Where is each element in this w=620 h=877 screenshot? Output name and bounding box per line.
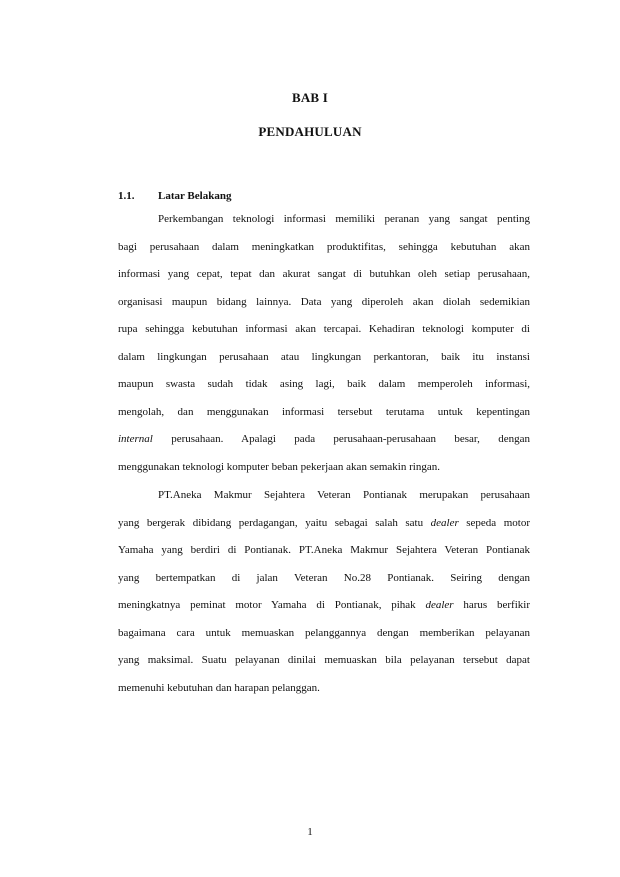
p1-line: internal perusahaan. Apalagi pada perusahaan-perusahaan besar, dengan — [118, 433, 530, 445]
p2-line: bagaimana cara untuk memuaskan pelanggannya dengan memberikan pelayanan — [118, 626, 530, 639]
p1-line: maupun swasta sudah tidak asing lagi, baik dalam memperoleh informasi, — [118, 378, 530, 390]
paragraph-2 — [118, 482, 530, 702]
section-title: Latar Belakang — [158, 190, 232, 202]
p1-line: informasi yang cepat, tepat dan akurat sangat di butuhkan oleh setiap perusahaan, — [118, 268, 530, 280]
italic-term: dealer — [425, 599, 454, 611]
chapter-label: BAB I — [291, 90, 329, 105]
p2-line: meningkatnya peminat motor Yamaha di Pontianak, pihak dealer harus berfikir — [118, 599, 530, 611]
section-number: 1.1. — [118, 190, 135, 202]
italic-term: dealer — [430, 516, 459, 529]
p2-line: yang maksimal. Suatu pelayanan dinilai memuaskan bila pelayanan tersebut dapat — [118, 654, 530, 666]
p1-line: Perkembangan teknologi informasi memiliki peranan yang sangat penting — [158, 213, 530, 225]
p1-line: bagi perusahaan dalam meningkatkan produktifitas, sehingga kebutuhan akan — [118, 240, 530, 253]
italic-term: internal — [118, 433, 153, 445]
p1-line: rupa sehingga kebutuhan informasi akan tercapai. Kehadiran teknologi komputer di — [118, 323, 530, 335]
p1-line: dalam lingkungan perusahaan atau lingkungan perkantoran, baik itu instansi — [118, 350, 530, 363]
p1-line: organisasi maupun bidang lainnya. Data yang diperoleh akan diolah sedemikian — [118, 295, 530, 308]
page-number: 1 — [307, 826, 313, 838]
section-heading — [118, 190, 231, 202]
p2-line: yang bertempatkan di jalan Veteran No.28 Pontianak. Seiring dengan — [118, 571, 530, 584]
p2-line: memenuhi kebutuhan dan harapan pelanggan. — [118, 681, 320, 694]
p2-line: PT.Aneka Makmur Sejahtera Veteran Pontianak merupakan perusahaan — [158, 489, 530, 501]
chapter-title: PENDAHULUAN — [258, 124, 362, 139]
body-text — [118, 206, 530, 702]
p1-line: mengolah, dan menggunakan informasi tersebut terutama untuk kepentingan — [118, 405, 530, 418]
p2-line: Yamaha yang berdiri di Pontianak. PT.Aneka Makmur Sejahtera Veteran Pontianak — [118, 544, 530, 556]
p2-line: yang bergerak dibidang perdagangan, yaitu sebagai salah satu dealer sepeda motor — [118, 516, 530, 529]
p1-line: menggunakan teknologi komputer beban pekerjaan akan semakin ringan. — [118, 460, 440, 473]
paragraph-1 — [118, 206, 530, 481]
